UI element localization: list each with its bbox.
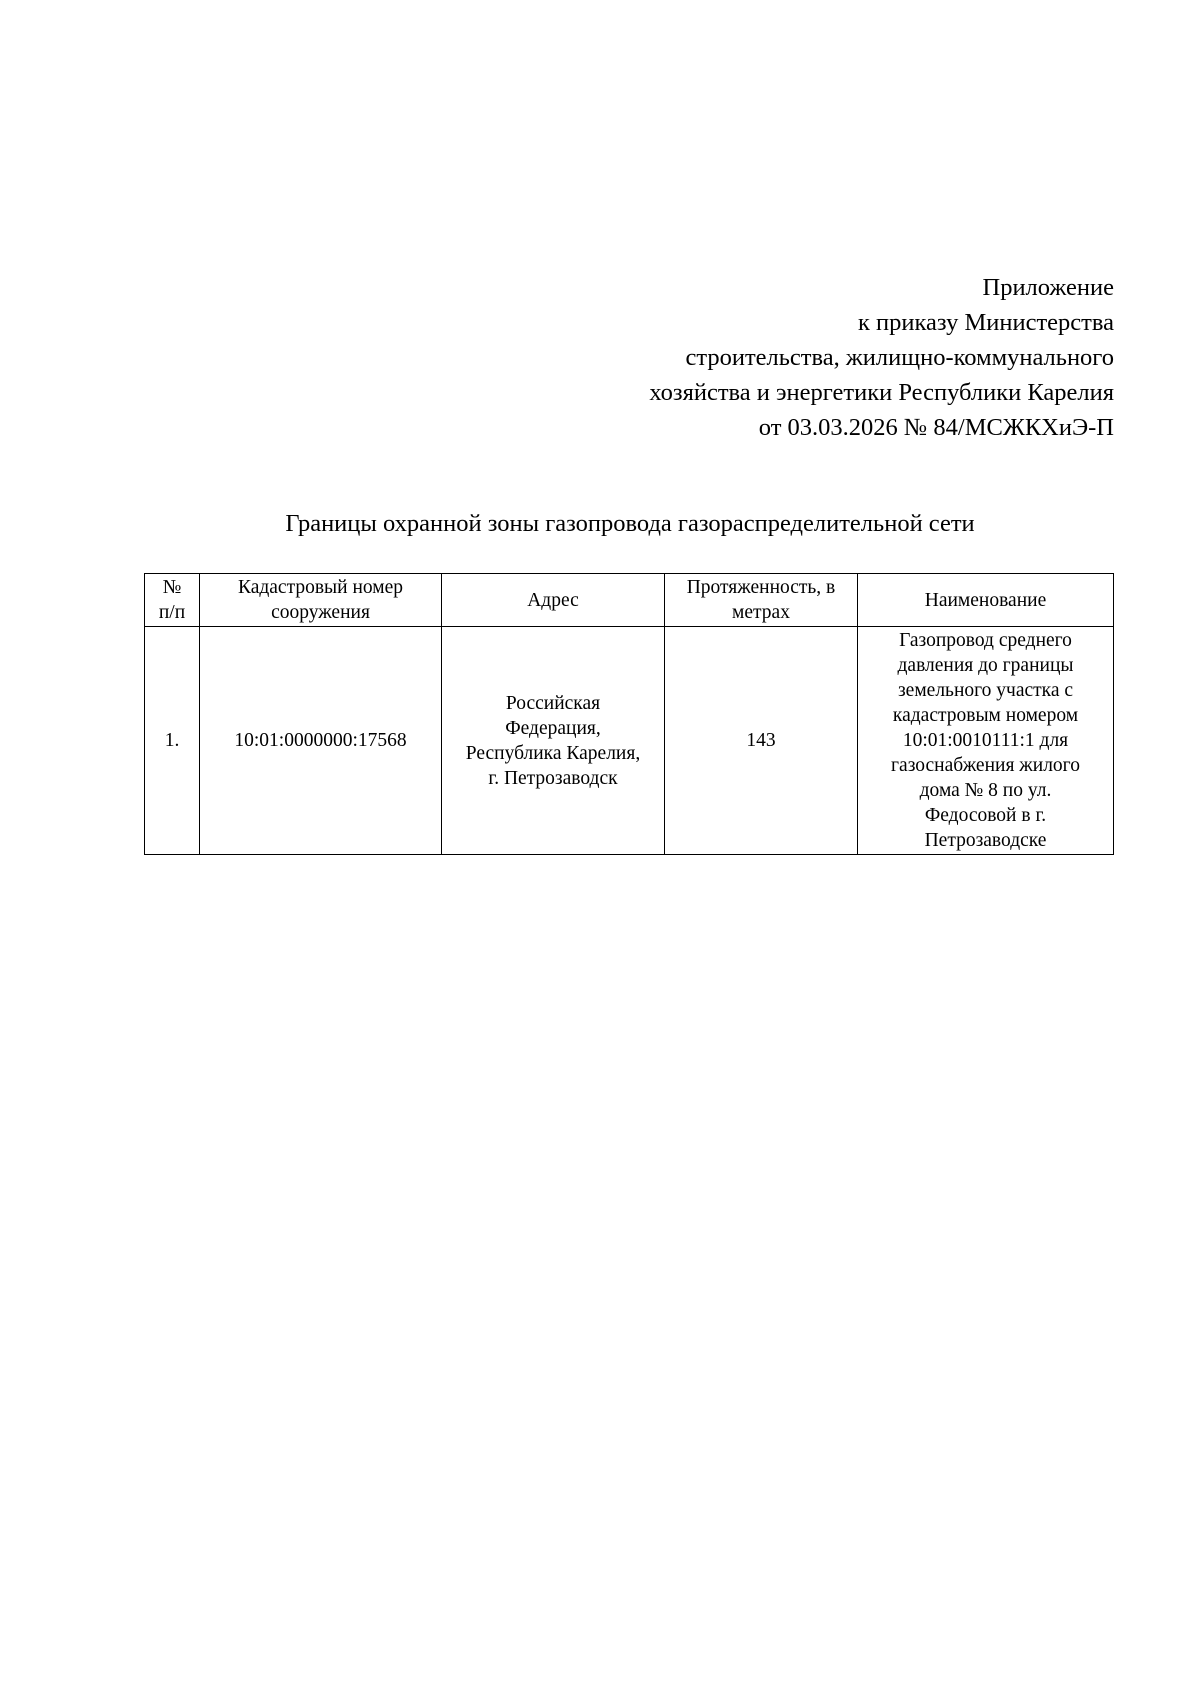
column-header-line: сооружения	[271, 602, 370, 623]
column-header-line: Протяженность, в	[686, 577, 836, 598]
table-row	[145, 627, 1114, 855]
column-header-address	[442, 574, 665, 627]
name-line: давления до границы	[897, 655, 1074, 676]
cell-cadastral-number: 10:01:0000000:17568	[200, 627, 442, 855]
appendix-header-line: Приложение	[982, 274, 1114, 301]
appendix-header-line: хозяйства и энергетики Республики Карелия	[649, 379, 1114, 406]
appendix-header-line: от 03.03.2026 № 84/МСЖКХиЭ-П	[758, 414, 1114, 441]
address-line: Республика Карелия,	[465, 742, 641, 764]
name-line: газоснабжения жилого	[891, 755, 1080, 776]
column-header-line: №	[162, 577, 182, 598]
column-header-number	[145, 574, 200, 627]
cell-address	[442, 627, 665, 855]
name-line: Федосовой в г.	[924, 805, 1047, 826]
name-line: земельного участка с	[897, 680, 1074, 701]
column-header-line: Кадастровый номер	[237, 577, 404, 598]
appendix-header-line: к приказу Министерства	[858, 309, 1114, 336]
column-header-length	[665, 574, 858, 627]
address-line: Федерация,	[505, 717, 601, 739]
cell-name	[858, 627, 1114, 855]
name-line: Петрозаводске	[924, 830, 1047, 851]
protection-zone-table	[144, 573, 1114, 855]
column-header-line: п/п	[158, 602, 186, 623]
column-header-line: Наименование	[924, 589, 1047, 611]
cell-length: 143	[665, 627, 858, 855]
column-header-name	[858, 574, 1114, 627]
name-line: 10:01:0010111:1 для	[902, 730, 1069, 751]
name-line: кадастровым номером	[892, 705, 1079, 726]
appendix-header-line: строительства, жилищно-коммунального	[685, 344, 1114, 371]
address-line: г. Петрозаводск	[488, 767, 618, 789]
table-header-row	[145, 574, 1114, 627]
document-title: Границы охранной зоны газопровода газораспределительной сети	[285, 510, 975, 537]
name-line: Газопровод среднего	[899, 630, 1072, 651]
column-header-line: метрах	[732, 602, 790, 623]
column-header-line: Адрес	[527, 589, 579, 611]
appendix-header	[494, 270, 1114, 445]
name-line: дома № 8 по ул.	[919, 780, 1052, 801]
column-header-cadastral-number	[200, 574, 442, 627]
address-line: Российская	[505, 692, 601, 714]
cell-number: 1.	[145, 627, 200, 855]
